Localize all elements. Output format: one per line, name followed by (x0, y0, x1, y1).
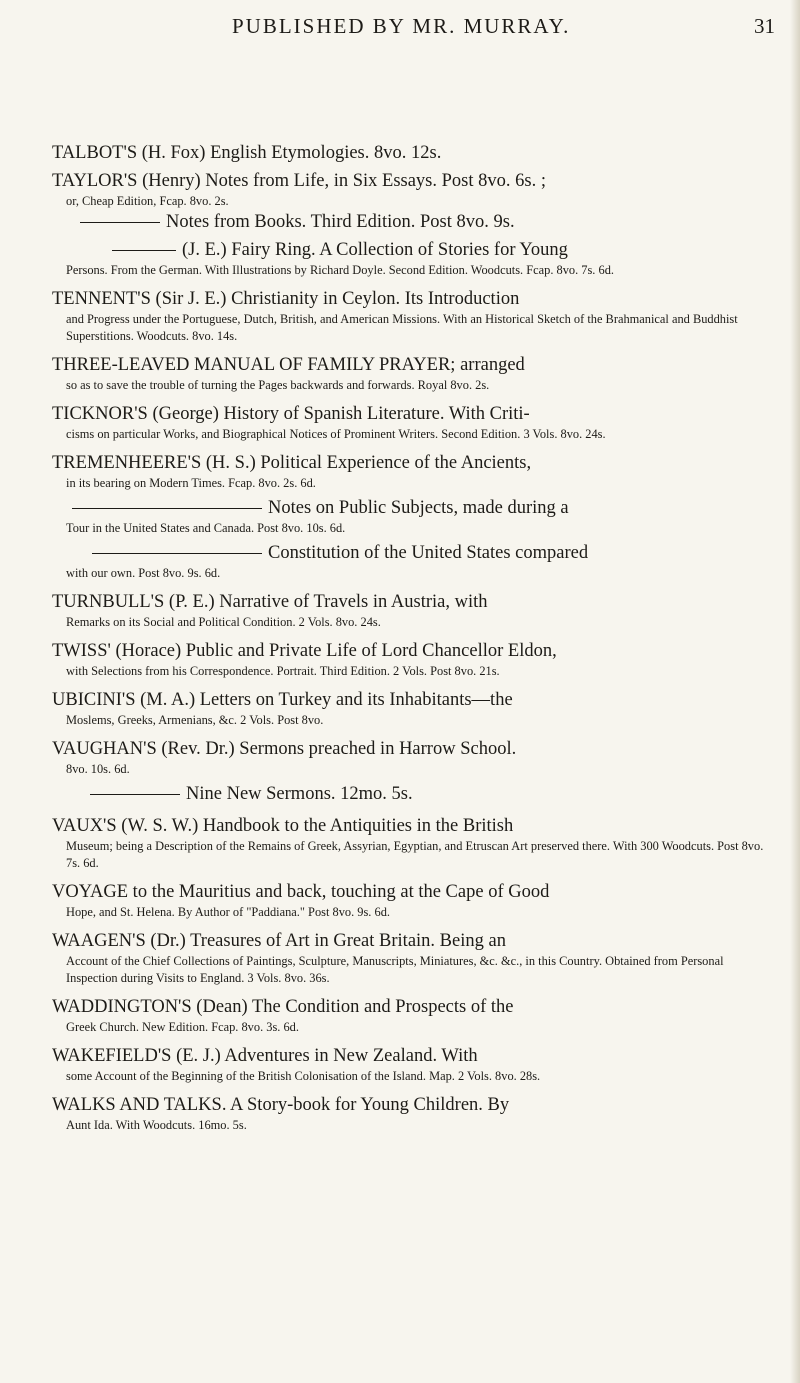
catalogue-entry (52, 929, 772, 987)
entry-detail: Hope, and St. Helena. By Author of "Paddiana." Post 8vo. 9s. 6d. (66, 905, 390, 919)
catalogue-entry (52, 590, 772, 631)
entry-heading: Notes from Books. Third Edition. Post 8vo. 9s. (166, 212, 515, 232)
entry-heading: TENNENT'S (Sir J. E.) Christianity in Ceylon. Its Introduction (52, 289, 520, 309)
catalogue-entry (52, 210, 772, 234)
entry-detail: cisms on particular Works, and Biographical Notices of Prominent Writers. Second Edition. 3 Vols. 8vo. 24s. (66, 427, 606, 441)
catalogue-entry (52, 1093, 772, 1134)
entry-heading: VAUX'S (W. S. W.) Handbook to the Antiquities in the British (52, 816, 514, 836)
entry-heading: TALBOT'S (H. Fox) English Etymologies. 8vo. 12s. (52, 143, 442, 163)
ditto-rule (90, 794, 180, 795)
catalogue-entry (52, 402, 772, 443)
catalogue-entry (52, 141, 772, 165)
entry-detail: so as to save the trouble of turning the Pages backwards and forwards. Royal 8vo. 2s. (66, 378, 490, 392)
entry-heading: WALKS AND TALKS. A Story-book for Young Children. By (52, 1095, 510, 1115)
entry-detail: Remarks on its Social and Political Condition. 2 Vols. 8vo. 24s. (66, 615, 381, 629)
entry-detail: Tour in the United States and Canada. Post 8vo. 10s. 6d. (66, 521, 346, 535)
catalogue-body (52, 141, 772, 1134)
entry-heading: WAKEFIELD'S (E. J.) Adventures in New Zealand. With (52, 1046, 478, 1066)
entry-detail: Greek Church. New Edition. Fcap. 8vo. 3s. 6d. (66, 1020, 299, 1034)
entry-detail: and Progress under the Portuguese, Dutch, British, and American Missions. With an Historical Sketch of the Brahmanical and Buddhist Superstitions. Woodcuts. 8vo. 14s. (66, 312, 738, 343)
ditto-rule (112, 250, 176, 251)
catalogue-entry (52, 880, 772, 921)
entry-detail: Account of the Chief Collections of Paintings, Sculpture, Manuscripts, Miniatures, &c. &c., in this Country. Obtained from Personal Inspection during Visits to England. 3 Vols. 8vo. 36s. (66, 954, 724, 985)
entry-heading: UBICINI'S (M. A.) Letters on Turkey and its Inhabitants—the (52, 690, 513, 710)
catalogue-entry (52, 451, 772, 492)
entry-detail: Moslems, Greeks, Armenians, &c. 2 Vols. Post 8vo. (66, 713, 324, 727)
catalogue-entry (52, 995, 772, 1036)
entry-heading: TAYLOR'S (Henry) Notes from Life, in Six Essays. Post 8vo. 6s. ; (52, 171, 546, 191)
catalogue-entry (52, 737, 772, 778)
entry-heading: Nine New Sermons. 12mo. 5s. (186, 784, 413, 804)
entry-heading: TURNBULL'S (P. E.) Narrative of Travels in Austria, with (52, 592, 488, 612)
entry-heading: VAUGHAN'S (Rev. Dr.) Sermons preached in Harrow School. (52, 739, 517, 759)
entry-detail: some Account of the Beginning of the British Colonisation of the Island. Map. 2 Vols. 8vo. 28s. (66, 1069, 541, 1083)
entry-heading: Constitution of the United States compared (268, 543, 589, 563)
entry-detail: with our own. Post 8vo. 9s. 6d. (66, 566, 221, 580)
page-number: 31 (754, 14, 775, 38)
catalogue-entry (52, 496, 772, 537)
page-gutter-shadow (790, 0, 800, 1383)
entry-detail: Museum; being a Description of the Remains of Greek, Assyrian, Egyptian, and Etruscan Art preserved there. With 300 Woodcuts. Post 8vo. 7s. 6d. (66, 839, 764, 870)
catalogue-entry (52, 287, 772, 345)
catalogue-entry (52, 688, 772, 729)
entry-heading: (J. E.) Fairy Ring. A Collection of Stories for Young (182, 240, 568, 260)
entry-detail: 8vo. 10s. 6d. (66, 762, 130, 776)
catalogue-entry (52, 814, 772, 872)
entry-heading: TWISS' (Horace) Public and Private Life of Lord Chancellor Eldon, (52, 641, 557, 661)
ditto-rule (72, 508, 262, 509)
entry-detail: Aunt Ida. With Woodcuts. 16mo. 5s. (66, 1118, 247, 1132)
entry-detail: or, Cheap Edition, Fcap. 8vo. 2s. (66, 194, 229, 208)
entry-heading: WADDINGTON'S (Dean) The Condition and Prospects of the (52, 997, 514, 1017)
catalogue-entry (52, 238, 772, 279)
entry-heading: VOYAGE to the Mauritius and back, touching at the Cape of Good (52, 882, 550, 902)
entry-heading: THREE-LEAVED MANUAL OF FAMILY PRAYER; arranged (52, 355, 525, 375)
entry-heading: TICKNOR'S (George) History of Spanish Literature. With Criti- (52, 404, 530, 424)
catalogue-entry (52, 169, 772, 210)
ditto-rule (92, 553, 262, 554)
ditto-rule (80, 222, 160, 223)
entry-detail: in its bearing on Modern Times. Fcap. 8vo. 2s. 6d. (66, 476, 316, 490)
catalogue-entry (52, 639, 772, 680)
entry-heading: TREMENHEERE'S (H. S.) Political Experience of the Ancients, (52, 453, 532, 473)
catalogue-entry (52, 1044, 772, 1085)
entry-detail: Persons. From the German. With Illustrations by Richard Doyle. Second Edition. Woodcuts. Fcap. 8vo. 7s. 6d. (66, 263, 614, 277)
entry-detail: with Selections from his Correspondence. Portrait. Third Edition. 2 Vols. Post 8vo. 21s. (66, 664, 500, 678)
catalogue-entry (52, 353, 772, 394)
catalogue-entry (52, 541, 772, 582)
entry-heading: Notes on Public Subjects, made during a (268, 498, 569, 518)
entry-heading: WAAGEN'S (Dr.) Treasures of Art in Great Britain. Being an (52, 931, 506, 951)
catalogue-entry (52, 782, 772, 806)
running-head-title: PUBLISHED BY MR. MURRAY. (232, 14, 571, 38)
